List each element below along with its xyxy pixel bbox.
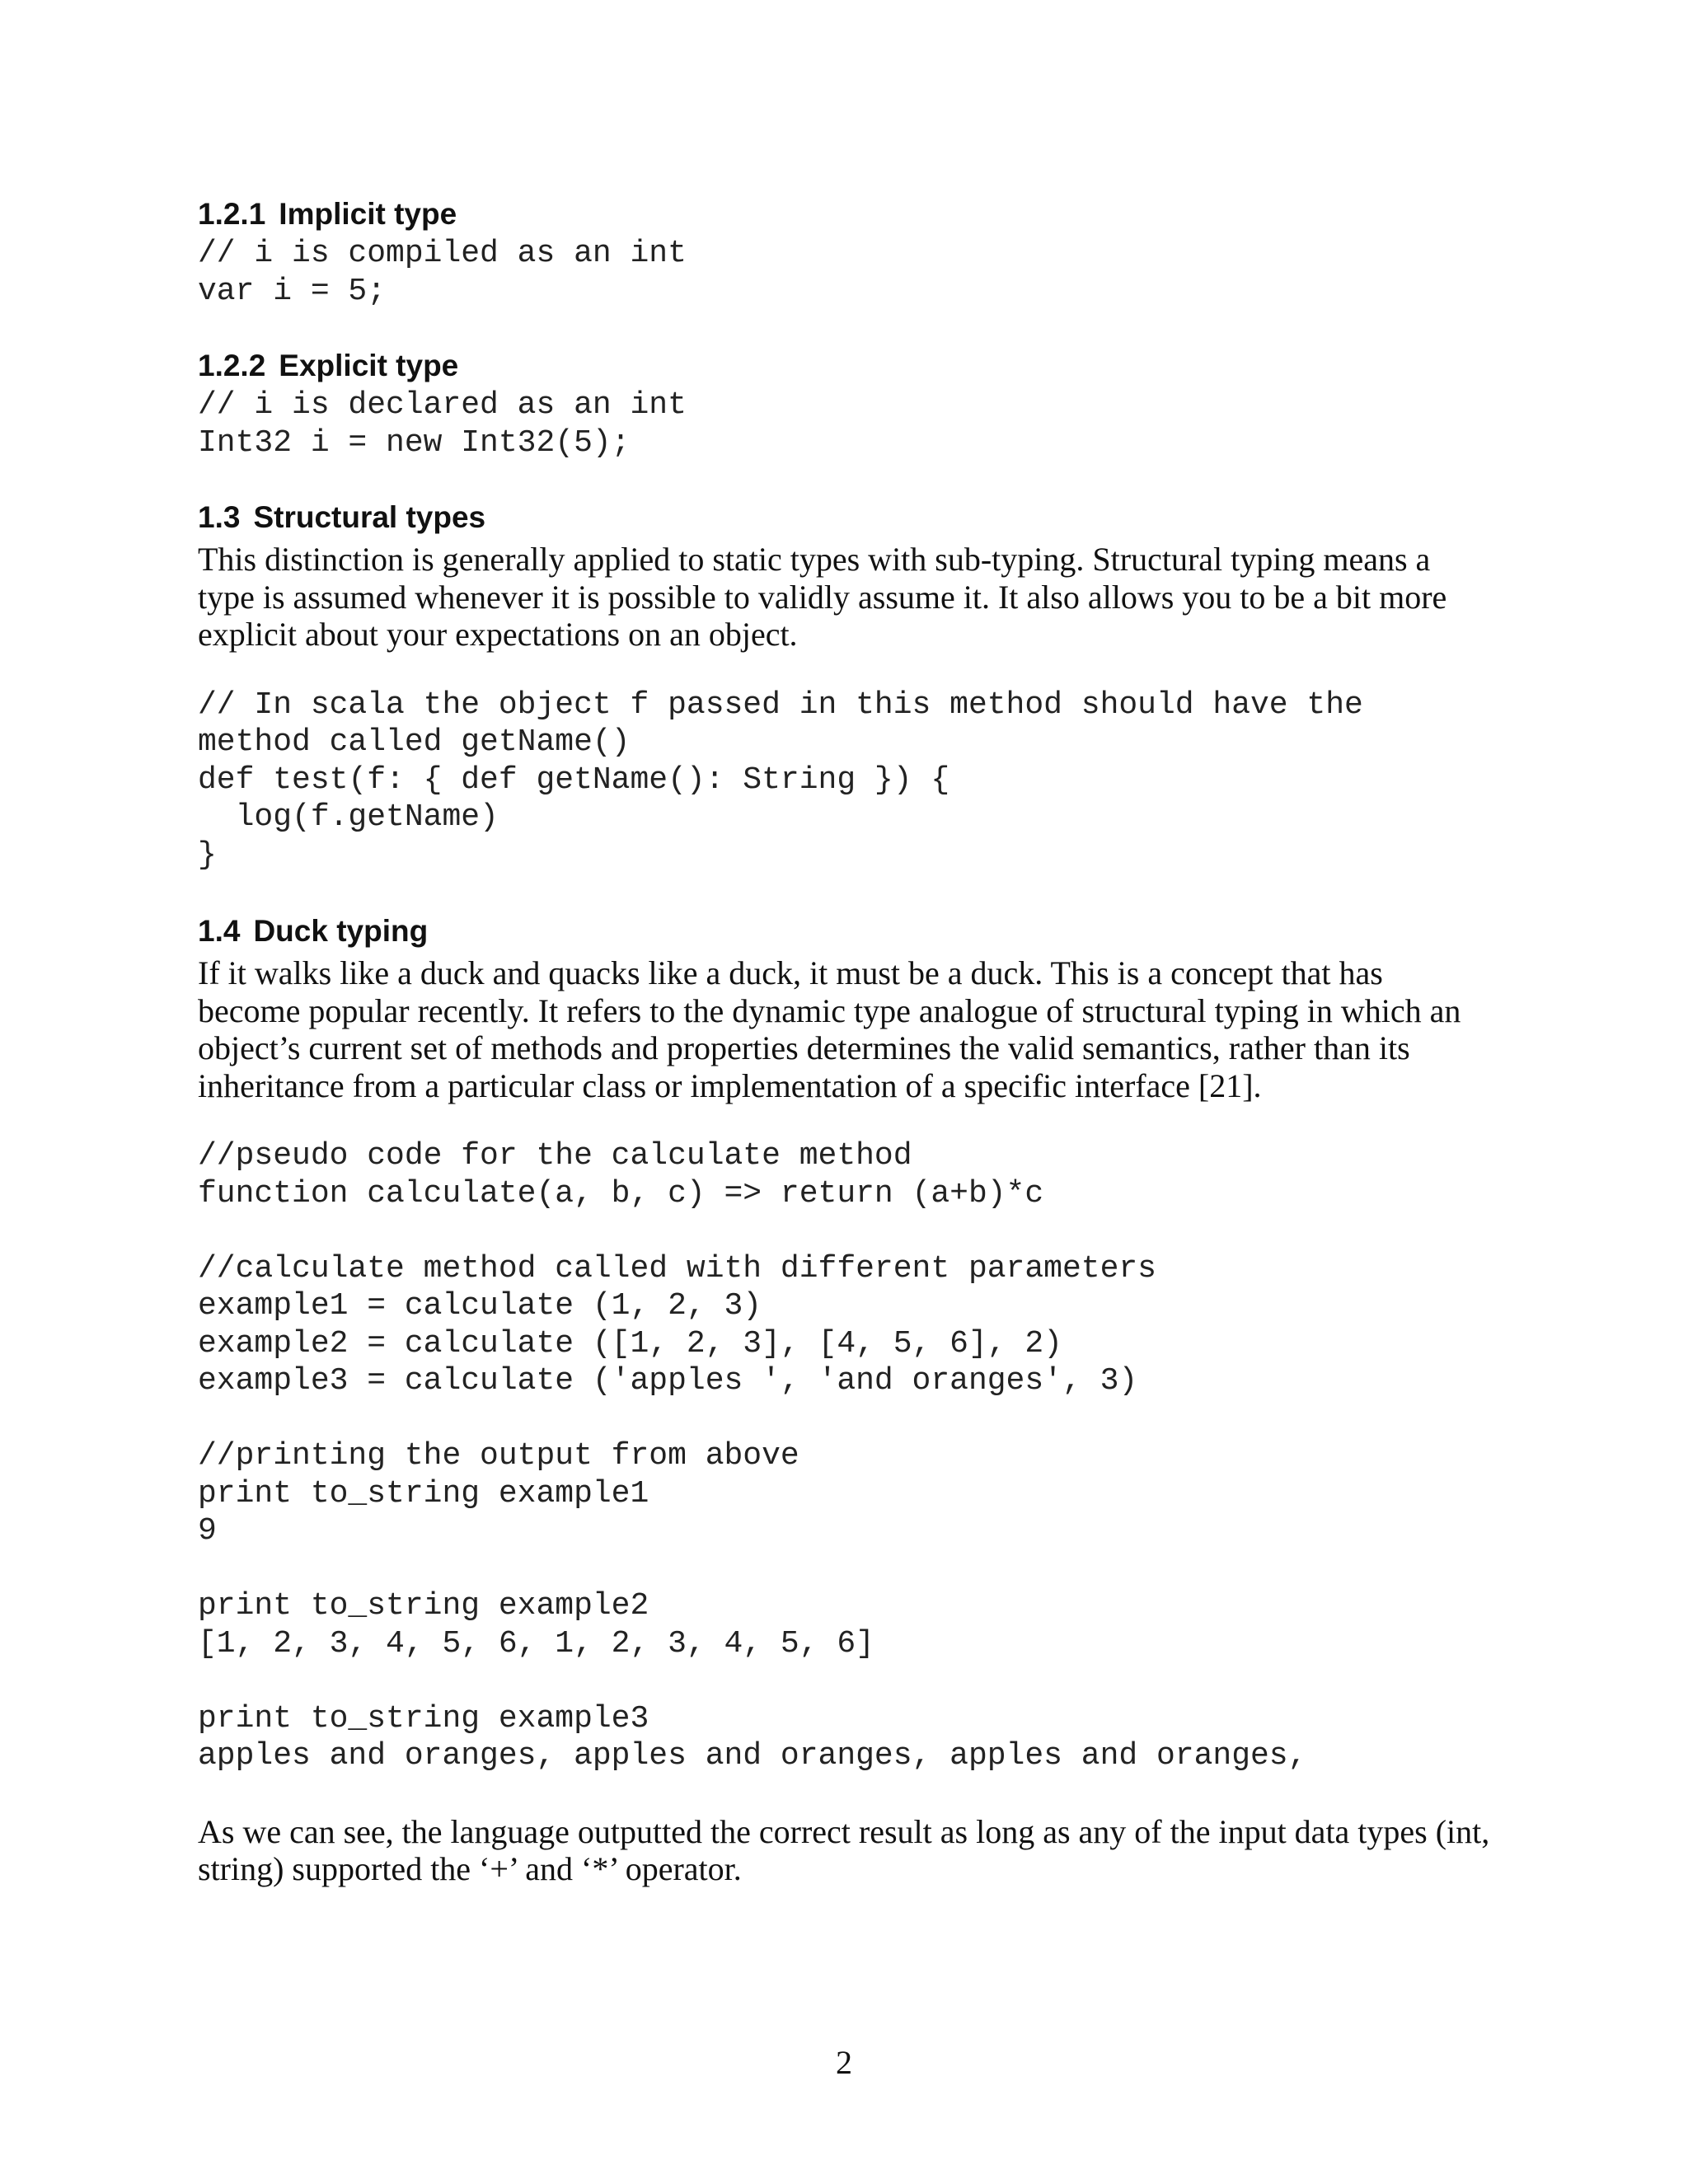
code-line: log(f.getName) xyxy=(198,799,499,835)
code-line: } xyxy=(198,837,217,873)
code-line xyxy=(198,1212,1492,1250)
section-number: 1.3 xyxy=(198,500,241,534)
section-number: 1.2.2 xyxy=(198,349,266,382)
section-heading xyxy=(198,348,1492,384)
code-line: //printing the output from above xyxy=(198,1438,799,1474)
section-heading xyxy=(198,196,1492,232)
code-line: method called getName() xyxy=(198,724,631,760)
code-block xyxy=(198,235,1492,310)
section-heading xyxy=(198,913,1492,949)
section-number: 1.2.1 xyxy=(198,197,266,231)
code-line: //pseudo code for the calculate method xyxy=(198,1138,912,1174)
code-line: // In scala the object f passed in this method should have the xyxy=(198,687,1363,723)
section-1-3 xyxy=(198,499,1492,874)
conclusion-paragraph: As we can see, the language outputted the correct result as long as any of the input data types (int, string) supported the ‘+’ and ‘*’ operator. xyxy=(198,1812,1490,1887)
code-line: 9 xyxy=(198,1513,217,1549)
code-line: //calculate method called with different parameters xyxy=(198,1250,1156,1286)
code-line: def test(f: { def getName(): String }) { xyxy=(198,762,950,798)
code-line: // i is declared as an int xyxy=(198,387,687,423)
section-1-2-1 xyxy=(198,196,1492,310)
code-line xyxy=(198,1400,1492,1438)
code-block xyxy=(198,687,1492,874)
code-line: var i = 5; xyxy=(198,273,387,309)
code-line: print to_string example1 xyxy=(198,1475,649,1511)
section-1-4 xyxy=(198,913,1492,1888)
code-line: apples and oranges, apples and oranges, apples and oranges, xyxy=(198,1738,1307,1774)
section-number: 1.4 xyxy=(198,914,241,948)
code-line: example3 = calculate ('apples ', 'and oranges', 3) xyxy=(198,1363,1138,1399)
code-block xyxy=(198,387,1492,462)
code-line: example2 = calculate ([1, 2, 3], [4, 5, 6], 2) xyxy=(198,1325,1062,1361)
code-line: example1 = calculate (1, 2, 3) xyxy=(198,1288,762,1324)
section-title: Duck typing xyxy=(253,914,429,948)
section-title: Structural types xyxy=(253,500,486,534)
section-heading xyxy=(198,499,1492,536)
code-line: print to_string example2 xyxy=(198,1588,649,1624)
code-line: // i is compiled as an int xyxy=(198,236,687,271)
code-line: function calculate(a, b, c) => return (a+b)*c xyxy=(198,1175,1044,1212)
code-line xyxy=(198,1662,1492,1700)
section-title: Explicit type xyxy=(279,349,459,382)
page-number: 2 xyxy=(836,2044,852,2081)
code-block xyxy=(198,1137,1492,1775)
section-1-2-2 xyxy=(198,348,1492,462)
body-paragraph: If it walks like a duck and quacks like a duck, it must be a duck. This is a concept that has become popular recently. It refers to the dynamic type analogue of structural typing in which an object’s current set of methods and properties determines the valid semantics, rather than its inheritance from a particular class or implementation of a specific interface [21]. xyxy=(198,954,1461,1104)
section-title: Implicit type xyxy=(279,197,457,231)
code-line: [1, 2, 3, 4, 5, 6, 1, 2, 3, 4, 5, 6] xyxy=(198,1625,874,1661)
body-paragraph: This distinction is generally applied to static types with sub-typing. Structural typing means a type is assumed whenever it is possible to validly assume it. It also allows you to be a bit more explicit about your expectations on an object. xyxy=(198,541,1447,653)
code-line: Int32 i = new Int32(5); xyxy=(198,424,631,461)
code-line xyxy=(198,1550,1492,1588)
code-line: print to_string example3 xyxy=(198,1700,649,1736)
